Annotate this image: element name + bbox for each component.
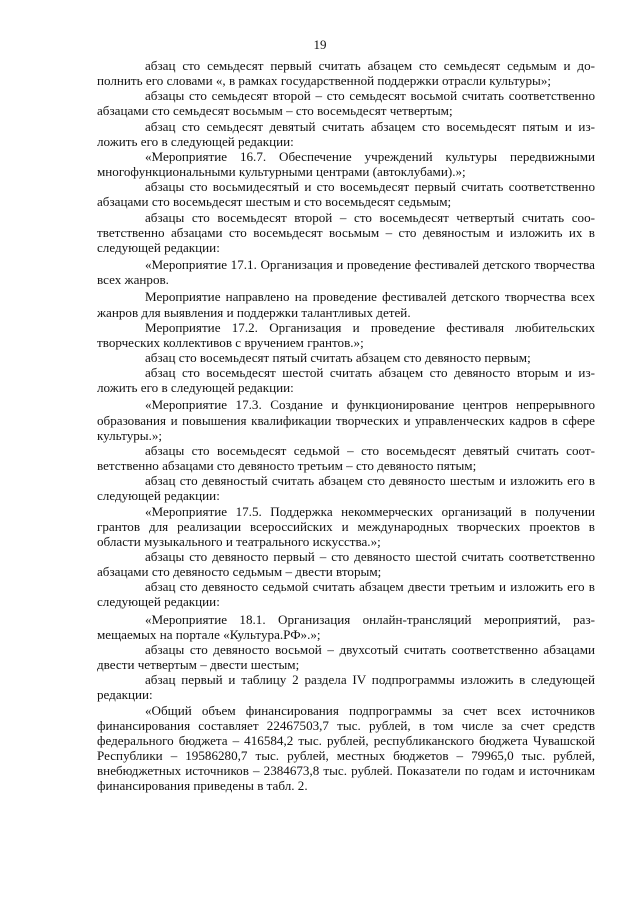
paragraph: «Мероприятие 17.3. Создание и функционирование центров непрерывного образования и повышения квалификации творческих и управленческих кадров в сфере культуры.»;: [97, 397, 595, 443]
paragraph: абзацы сто девяносто восьмой – двухсотый считать соответственно абзацами двести четвертым – двести шестым;: [97, 641, 595, 673]
paragraph: абзацы сто восемьдесят второй – сто восемьдесят четвертый считать соответственно абзацами сто восемьдесят восьмым – сто девяностым и изложить их в следующей редакции:: [97, 209, 595, 255]
paragraph: абзац первый и таблицу 2 раздела IV подпрограммы изложить в следующей редакции:: [97, 672, 595, 703]
paragraph: абзац сто девяностый считать абзацем сто девяносто шестым и изложить его в следующей редакции:: [97, 473, 595, 504]
paragraph: абзац сто восемьдесят шестой считать абзацем сто девяносто вторым и изложить его в следующей редакции:: [97, 365, 595, 396]
paragraph: Мероприятие направлено на проведение фестивалей детского творчества всех жанров для выявления и поддержки талантливых детей.: [97, 289, 595, 320]
paragraph: абзацы сто семьдесят второй – сто семьдесят восьмой считать соответственно абзацами сто семьдесят восьмым – сто восемьдесят четвертым;: [97, 88, 595, 119]
paragraph: абзацы сто восьмидесятый и сто восемьдесят первый считать соответственно абзацами сто восемьдесят шестым и сто восемьдесят седьмым;: [97, 179, 595, 210]
paragraph: «Мероприятие 16.7. Обеспечение учреждений культуры передвижными многофункциональными культурными центрами (автоклубами).»;: [97, 148, 595, 180]
paragraph: абзац сто семьдесят первый считать абзацем сто семьдесят седьмым и дополнить его словами «, в рамках государственной поддержки отрасли культуры»;: [97, 58, 595, 89]
paragraph: «Мероприятие 17.5. Поддержка некоммерческих организаций в получении грантов для реализации всероссийских и международных творческих проектов в области музыкального и театрального искусства.»;: [97, 503, 595, 549]
paragraph: Мероприятие 17.2. Организация и проведение фестиваля любительских творческих коллективов с вручением грантов.»;: [97, 319, 595, 350]
document-body: [97, 58, 595, 794]
paragraph: абзацы сто восемьдесят седьмой – сто восемьдесят девятый считать соответственно абзацами сто девяносто третьим – сто девяносто пятым;: [97, 442, 595, 474]
paragraph: абзац сто восемьдесят пятый считать абзацем сто девяносто первым;: [145, 349, 531, 365]
paragraph: «Общий объем финансирования подпрограммы за счет всех источников финансирования составляет 22467503,7 тыс. рублей, в том числе за счет средств федерального бюджета – 416584,2 тыс. рублей, республиканского бюджета Чувашской Республики – 19586280,7 тыс. рублей, местных бюджетов – 79965,0 тыс. рублей, внебюджетных источников – 2384673,8 тыс. рублей. Показатели по годам и источникам финансирования приведены в табл. 2.: [97, 702, 595, 794]
paragraph: абзацы сто девяносто первый – сто девяносто шестой считать соответственно абзацами сто девяносто седьмым – двести вторым;: [97, 549, 595, 580]
paragraph: «Мероприятие 18.1. Организация онлайн-трансляций мероприятий, размещаемых на портале «Культура.РФ».»;: [97, 611, 595, 642]
paragraph: абзац сто семьдесят девятый считать абзацем сто восемьдесят пятым и изложить его в следующей редакции:: [97, 118, 595, 149]
paragraph: абзац сто девяносто седьмой считать абзацем двести третьим и изложить его в следующей редакции:: [97, 579, 595, 610]
page-number: 19: [313, 37, 327, 52]
paragraph: «Мероприятие 17.1. Организация и проведение фестивалей детского творчества всех жанров.: [97, 257, 595, 288]
